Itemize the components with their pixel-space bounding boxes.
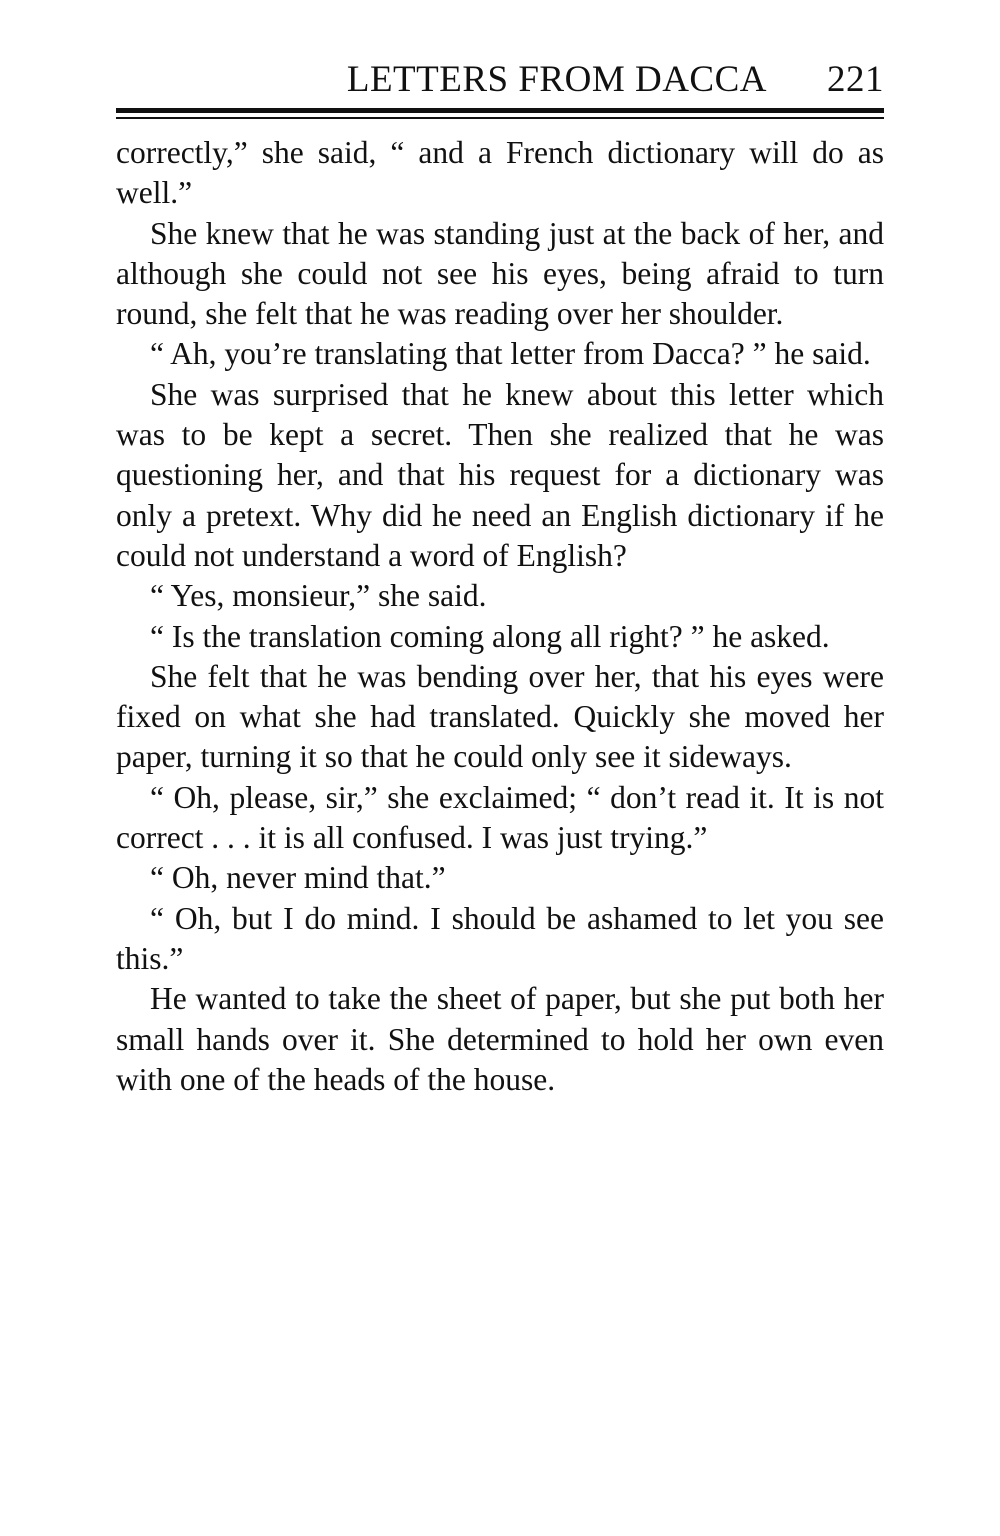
- paragraph-8: “ Oh, please, sir,” she exclaimed; “ don’t read it. It is not correct . . . it is all confused. I was just trying.”: [116, 779, 884, 856]
- paragraph-6: “ Is the translation coming along all right? ” he asked.: [150, 618, 830, 654]
- header-rule-thick: [116, 108, 884, 113]
- book-page: [116, 58, 884, 1100]
- body-text: [116, 133, 884, 1100]
- page-header: [116, 58, 884, 102]
- paragraph-2: She knew that he was standing just at the back of her, and although she could not see his eyes, being afraid to turn round, she felt that he was reading over her shoulder.: [116, 215, 884, 332]
- paragraph-10: “ Oh, but I do mind. I should be ashamed to let you see this.”: [116, 900, 884, 976]
- header-rule-thin: [116, 117, 884, 119]
- paragraph-7: She felt that he was bending over her, that his eyes were fixed on what she had translated. Quickly she moved her paper, turning it so that he could only see it sideways.: [116, 658, 884, 775]
- running-title: LETTERS FROM DACCA: [346, 59, 767, 100]
- paragraph-3: “ Ah, you’re translating that letter from Dacca? ” he said.: [150, 336, 871, 372]
- paragraph-1: correctly,” she said, “ and a French dictionary will do as well.”: [116, 135, 884, 211]
- page-number: 221: [827, 59, 884, 100]
- paragraph-11: He wanted to take the sheet of paper, but she put both her small hands over it. She determined to hold her own even with one of the heads of the house.: [116, 981, 884, 1097]
- paragraph-9: “ Oh, never mind that.”: [150, 860, 446, 896]
- paragraph-4: She was surprised that he knew about this letter which was to be kept a secret. Then she realized that he was questioning her, and that his request for a dictionary was only a pretext. Why did he need an English dictionary if he could not understand a word of English?: [116, 376, 884, 573]
- paragraph-5: “ Yes, monsieur,” she said.: [150, 578, 487, 614]
